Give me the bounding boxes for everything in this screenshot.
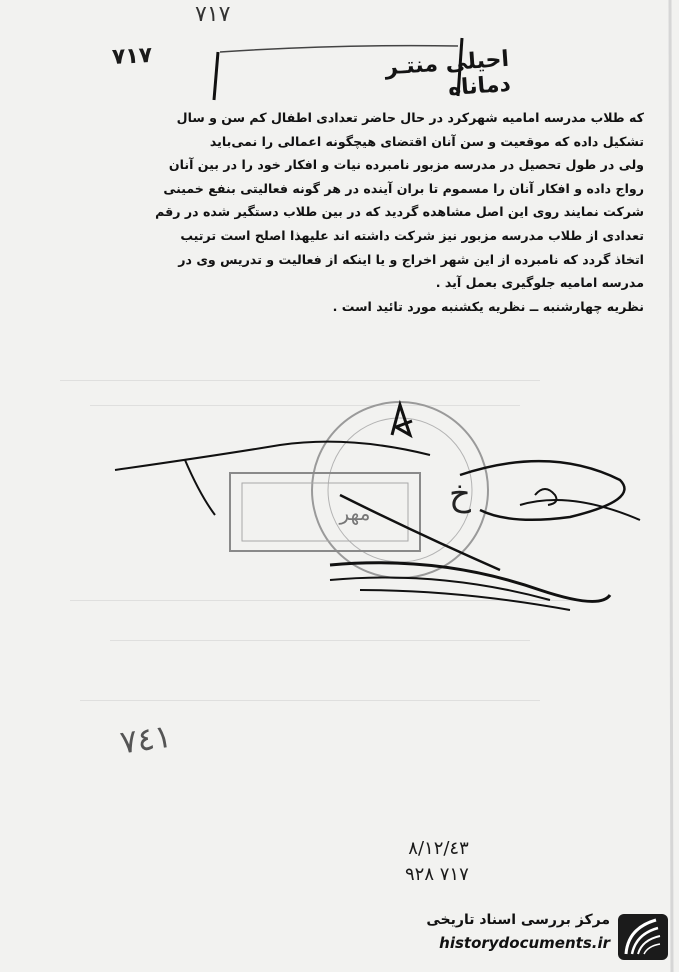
body-line-3: ولی در طول تحصیل در مدرسه مزبور نامبرده نیات و افکار خود را در بین آنان bbox=[168, 157, 644, 173]
stamp-and-signatures bbox=[100, 395, 660, 625]
body-line-7: اتخاذ گردد که نامبرده از این شهر اخراج و یا اینکه از فعالیت و تدریس وی در bbox=[178, 251, 644, 267]
document-number: ٧١٧ bbox=[111, 42, 153, 71]
body-line-2: تشکیل داده که موقعیت و سن آنان اقتضای هیچگونه اعمالی را نمی‌باید bbox=[209, 133, 644, 149]
stamp-text: مهر bbox=[339, 501, 371, 525]
footer-org-name: مرکز بررسی اسناد تاریخی bbox=[426, 912, 610, 928]
header-handwritten-note: احیلی منتـر دماناه bbox=[384, 46, 512, 102]
bottom-numbers bbox=[405, 836, 469, 888]
body-line-5: شرکت نمایند روی این اصل مشاهده گردید که در بین طلاب دستگیر شده در رقم bbox=[155, 204, 644, 220]
footer-url: historydocuments.ir bbox=[439, 934, 610, 952]
bottom-number-2: ٧١٧ ٩٢٨ bbox=[405, 864, 469, 885]
bottom-number-1: ٨/١٢/٤٣ bbox=[408, 838, 469, 859]
watermark-footer bbox=[376, 908, 676, 964]
stamp-mark: خ bbox=[449, 474, 471, 514]
body-line-8: مدرسه امامیه جلوگیری بعمل آید . bbox=[435, 275, 644, 291]
document-body bbox=[40, 106, 644, 318]
margin-handwritten-number: ٧٤١ bbox=[117, 716, 174, 762]
archive-logo-icon bbox=[616, 910, 672, 964]
body-line-1: که طلاب مدرسه امامیه شهرکرد در حال حاضر تعدادی اطفال کم سن و سال bbox=[176, 110, 644, 125]
body-line-4: رواج داده و افکار آنان را مسموم تا بران آینده در هر گونه فعالیتی بنفع خمینی bbox=[163, 180, 644, 196]
body-line-9: نظریه چهارشنبه ــ نظریه یکشنبه مورد تائید است . bbox=[332, 298, 644, 314]
top-marks: ٧١٧ bbox=[195, 2, 231, 27]
body-line-6: تعدادی از طلاب مدرسه مزبور نیز شرکت داشته اند علیهذا اصلح است ترتیب bbox=[180, 227, 644, 243]
